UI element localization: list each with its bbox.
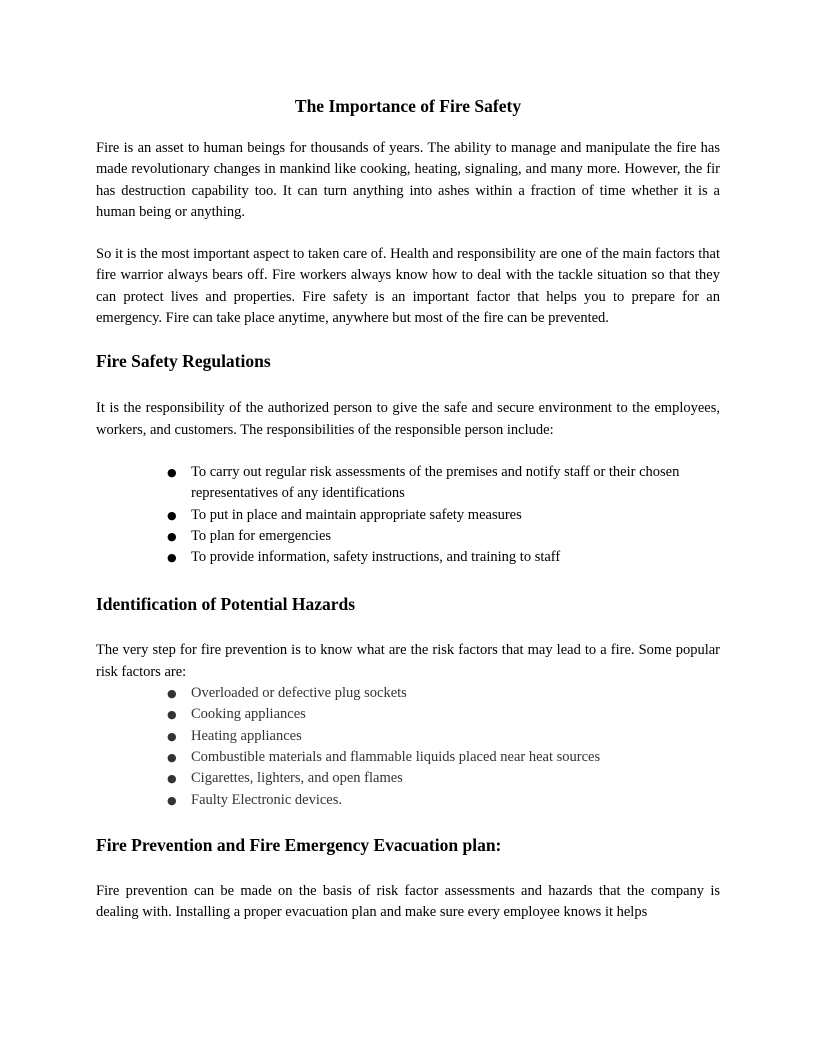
bullet-icon: ● <box>167 529 177 543</box>
paragraph-gap <box>96 223 720 244</box>
list-item <box>167 526 720 547</box>
intro-paragraph-1: Fire is an asset to human beings for thousands of years. The ability to manage and manipulate the fire has made revolutionary changes in mankind like cooking, heating, signaling, and many more. However, the fir has destruction capability too. It can turn anything into ashes within a fraction of time whether it is a human being or anything. <box>96 140 720 220</box>
intro-paragraph-2: So it is the most important aspect to taken care of. Health and responsibility are one of the main factors that fire warrior always bears off. Fire workers always know how to deal with the tackle situation so that they can protect lives and properties. Fire safety is an important factor that helps you to prepare for an emergency. Fire can take place anytime, anywhere but most of the fire can be prevented. <box>96 246 720 327</box>
list-item <box>167 462 720 505</box>
hazards-paragraph: The very step for fire prevention is to know what are the risk factors that may lead to a fire. Some popular risk factors are: <box>96 642 720 680</box>
list-item-text: Faulty Electronic devices. <box>191 791 342 808</box>
list-item-text: To plan for emergencies <box>191 527 332 544</box>
list-item <box>167 505 720 526</box>
document-page <box>96 94 720 923</box>
list-item-text: Overloaded or defective plug sockets <box>191 685 407 702</box>
regulations-paragraph: It is the responsibility of the authorized person to give the safe and secure environment to the employees, workers, and customers. The responsibilities of the responsible person include: <box>96 400 720 438</box>
bullet-icon: ● <box>167 772 177 786</box>
bullet-icon: ● <box>167 465 177 479</box>
list-item <box>167 704 720 725</box>
list-item <box>167 747 720 768</box>
list-item-text: Combustible materials and flammable liquids placed near heat sources <box>191 748 601 765</box>
bullet-icon: ● <box>167 551 177 565</box>
list-item-text: To provide information, safety instructions, and training to staff <box>191 549 561 566</box>
prevention-heading: Fire Prevention and Fire Emergency Evacuation plan: <box>96 834 502 855</box>
prevention-paragraph: Fire prevention can be made on the basis of risk factor assessments and hazards that the company is dealing with. Installing a proper evacuation plan and make sure every employee knows it helps <box>96 882 720 921</box>
bullet-icon: ● <box>167 793 177 807</box>
hazards-heading: Identification of Potential Hazards <box>96 594 356 615</box>
bullet-icon: ● <box>167 729 177 743</box>
list-item-text: Heating appliances <box>191 727 302 744</box>
list-item <box>167 768 720 789</box>
list-item-text: Cigarettes, lighters, and open flames <box>191 770 403 787</box>
list-item <box>167 790 720 811</box>
bullet-icon: ● <box>167 750 177 764</box>
list-item <box>167 547 720 568</box>
list-item-text: Cooking appliances <box>191 706 306 723</box>
list-item <box>167 726 720 747</box>
document-title: The Importance of Fire Safety <box>294 96 522 116</box>
bullet-icon: ● <box>167 508 177 522</box>
bullet-icon: ● <box>167 708 177 722</box>
list-item-text: To carry out regular risk assessments of the premises and notify staff or their chosen representatives of any identifications <box>191 463 680 502</box>
hazards-list <box>96 683 720 811</box>
bullet-icon: ● <box>167 687 177 701</box>
regulations-list <box>96 462 720 568</box>
regulations-heading: Fire Safety Regulations <box>96 351 271 372</box>
list-item <box>167 683 720 704</box>
list-item-text: To put in place and maintain appropriate safety measures <box>191 506 522 523</box>
